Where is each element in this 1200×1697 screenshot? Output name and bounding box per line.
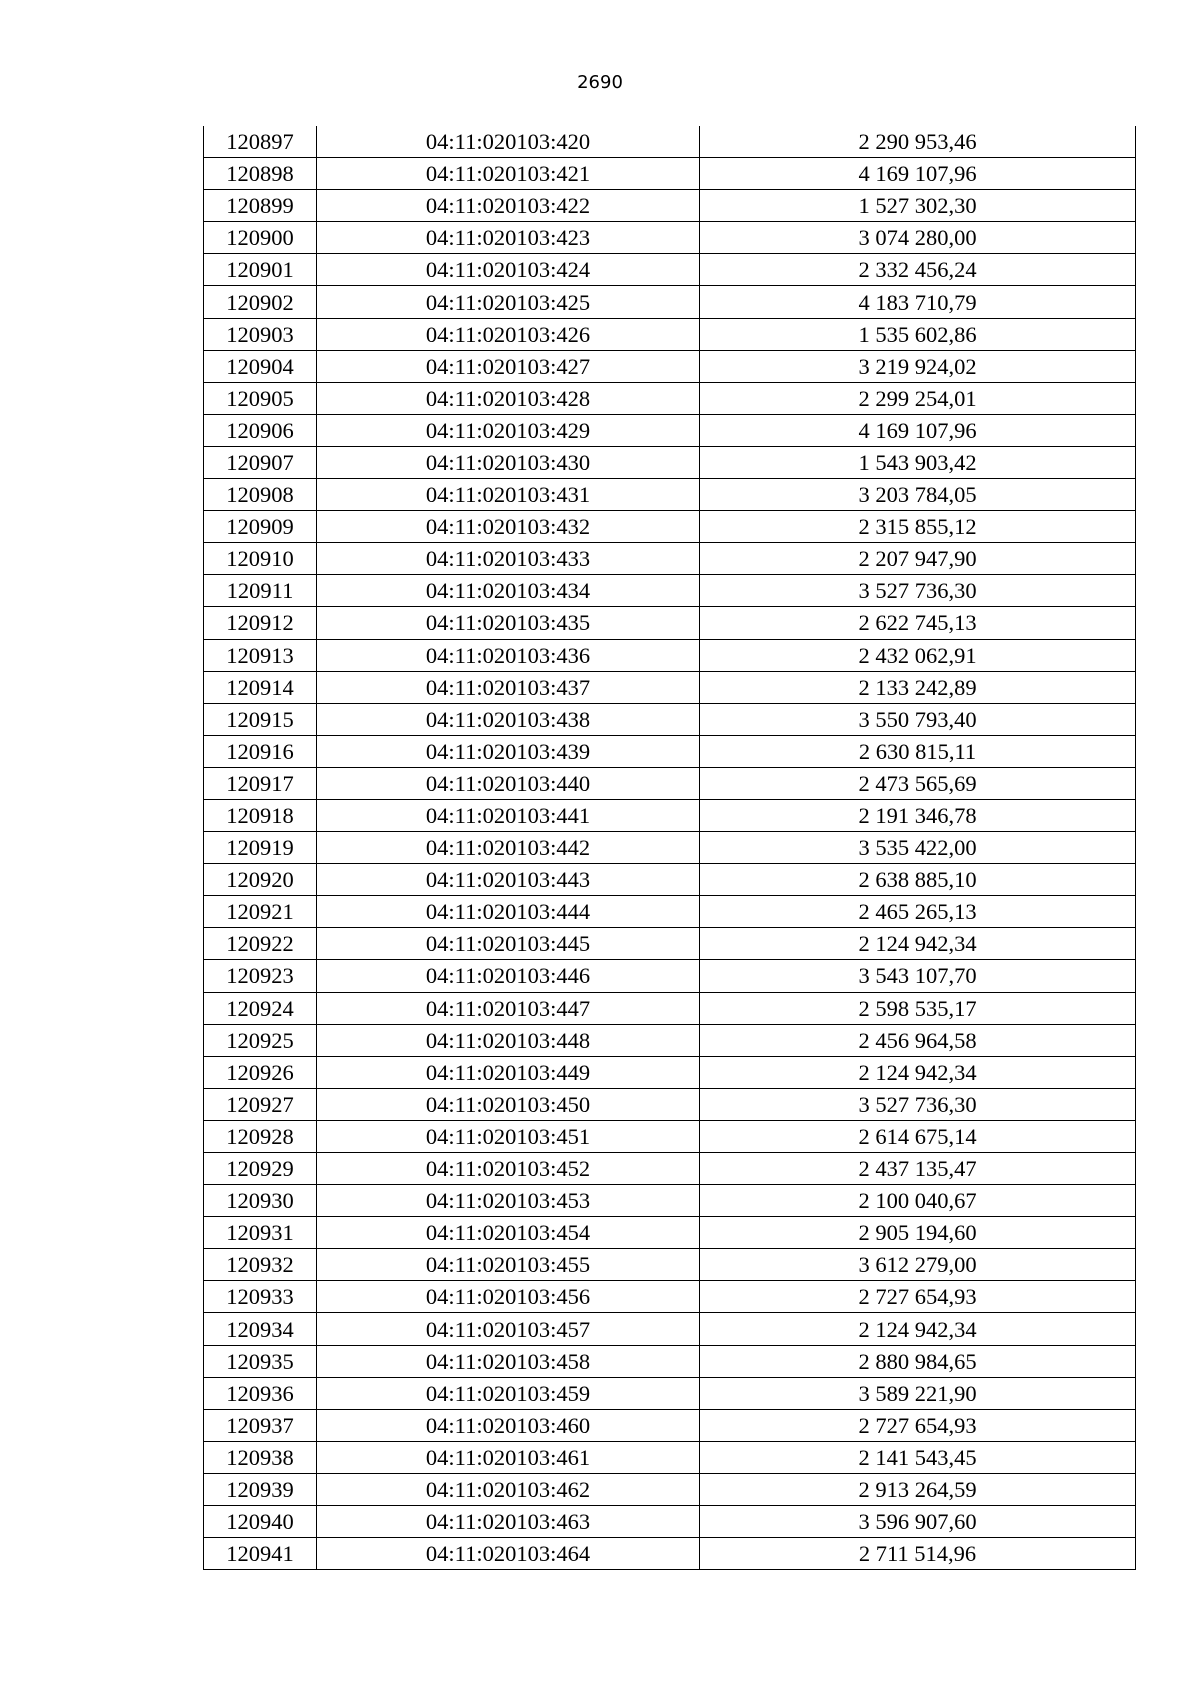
table-row xyxy=(204,832,1136,864)
cadastral-value-cell: 2 141 543,45 xyxy=(700,1441,1136,1473)
cadastral-number-cell: 04:11:020103:441 xyxy=(317,799,700,831)
cadastral-number-cell: 04:11:020103:425 xyxy=(317,286,700,318)
cadastral-number-cell: 04:11:020103:431 xyxy=(317,479,700,511)
row-number-cell: 120903 xyxy=(204,318,317,350)
table-row xyxy=(204,896,1136,928)
cadastral-number-cell: 04:11:020103:448 xyxy=(317,1024,700,1056)
cadastral-value-cell: 2 638 885,10 xyxy=(700,864,1136,896)
row-number-cell: 120897 xyxy=(204,126,317,158)
table-row xyxy=(204,799,1136,831)
row-number-cell: 120939 xyxy=(204,1473,317,1505)
row-number-cell: 120915 xyxy=(204,703,317,735)
cadastral-number-cell: 04:11:020103:460 xyxy=(317,1409,700,1441)
row-number-cell: 120920 xyxy=(204,864,317,896)
table-row xyxy=(204,543,1136,575)
row-number-cell: 120917 xyxy=(204,767,317,799)
cadastral-value-cell: 3 074 280,00 xyxy=(700,222,1136,254)
cadastral-value-cell: 4 169 107,96 xyxy=(700,414,1136,446)
cadastral-value-cell: 2 124 942,34 xyxy=(700,928,1136,960)
cadastral-value-cell: 2 905 194,60 xyxy=(700,1217,1136,1249)
table-row xyxy=(204,1217,1136,1249)
cadastral-value-cell: 2 727 654,93 xyxy=(700,1409,1136,1441)
cadastral-number-cell: 04:11:020103:439 xyxy=(317,735,700,767)
table-row xyxy=(204,1249,1136,1281)
row-number-cell: 120936 xyxy=(204,1377,317,1409)
cadastral-value-cell: 3 596 907,60 xyxy=(700,1506,1136,1538)
cadastral-number-cell: 04:11:020103:464 xyxy=(317,1538,700,1570)
cadastral-number-cell: 04:11:020103:437 xyxy=(317,671,700,703)
cadastral-number-cell: 04:11:020103:436 xyxy=(317,639,700,671)
cadastral-value-cell: 2 913 264,59 xyxy=(700,1473,1136,1505)
table-row xyxy=(204,382,1136,414)
cadastral-value-cell: 2 299 254,01 xyxy=(700,382,1136,414)
row-number-cell: 120930 xyxy=(204,1185,317,1217)
cadastral-number-cell: 04:11:020103:427 xyxy=(317,350,700,382)
cadastral-number-cell: 04:11:020103:463 xyxy=(317,1506,700,1538)
table-row xyxy=(204,1538,1136,1570)
cadastral-value-cell: 3 219 924,02 xyxy=(700,350,1136,382)
cadastral-number-cell: 04:11:020103:428 xyxy=(317,382,700,414)
table-row xyxy=(204,414,1136,446)
table-row xyxy=(204,1409,1136,1441)
cadastral-number-cell: 04:11:020103:459 xyxy=(317,1377,700,1409)
cadastral-value-cell: 3 543 107,70 xyxy=(700,960,1136,992)
cadastral-value-cell: 3 527 736,30 xyxy=(700,1088,1136,1120)
cadastral-number-cell: 04:11:020103:455 xyxy=(317,1249,700,1281)
table-row xyxy=(204,864,1136,896)
row-number-cell: 120926 xyxy=(204,1056,317,1088)
cadastral-value-cell: 3 612 279,00 xyxy=(700,1249,1136,1281)
cadastral-number-cell: 04:11:020103:435 xyxy=(317,607,700,639)
table-row xyxy=(204,1120,1136,1152)
table-row xyxy=(204,928,1136,960)
table-row xyxy=(204,286,1136,318)
row-number-cell: 120899 xyxy=(204,190,317,222)
cadastral-number-cell: 04:11:020103:462 xyxy=(317,1473,700,1505)
row-number-cell: 120929 xyxy=(204,1153,317,1185)
cadastral-number-cell: 04:11:020103:457 xyxy=(317,1313,700,1345)
table-row xyxy=(204,318,1136,350)
cadastral-value-cell: 2 598 535,17 xyxy=(700,992,1136,1024)
table-row xyxy=(204,1473,1136,1505)
row-number-cell: 120928 xyxy=(204,1120,317,1152)
row-number-cell: 120934 xyxy=(204,1313,317,1345)
row-number-cell: 120904 xyxy=(204,350,317,382)
cadastral-value-cell: 1 543 903,42 xyxy=(700,446,1136,478)
table-row xyxy=(204,992,1136,1024)
table-row xyxy=(204,446,1136,478)
row-number-cell: 120909 xyxy=(204,511,317,543)
row-number-cell: 120905 xyxy=(204,382,317,414)
cadastral-value-cell: 3 589 221,90 xyxy=(700,1377,1136,1409)
row-number-cell: 120919 xyxy=(204,832,317,864)
cadastral-number-cell: 04:11:020103:430 xyxy=(317,446,700,478)
cadastral-number-cell: 04:11:020103:422 xyxy=(317,190,700,222)
cadastral-value-cell: 4 169 107,96 xyxy=(700,158,1136,190)
cadastral-value-cell: 2 473 565,69 xyxy=(700,767,1136,799)
cadastral-value-cell: 3 527 736,30 xyxy=(700,575,1136,607)
cadastral-value-cell: 3 203 784,05 xyxy=(700,479,1136,511)
row-number-cell: 120914 xyxy=(204,671,317,703)
cadastral-value-cell: 2 465 265,13 xyxy=(700,896,1136,928)
cadastral-value-table xyxy=(203,126,1136,1570)
row-number-cell: 120908 xyxy=(204,479,317,511)
table-row xyxy=(204,575,1136,607)
table-body xyxy=(204,126,1136,1570)
cadastral-number-cell: 04:11:020103:446 xyxy=(317,960,700,992)
row-number-cell: 120918 xyxy=(204,799,317,831)
row-number-cell: 120911 xyxy=(204,575,317,607)
cadastral-number-cell: 04:11:020103:434 xyxy=(317,575,700,607)
row-number-cell: 120898 xyxy=(204,158,317,190)
row-number-cell: 120937 xyxy=(204,1409,317,1441)
cadastral-number-cell: 04:11:020103:440 xyxy=(317,767,700,799)
cadastral-number-cell: 04:11:020103:451 xyxy=(317,1120,700,1152)
table-row xyxy=(204,703,1136,735)
table-row xyxy=(204,1153,1136,1185)
table-row xyxy=(204,222,1136,254)
cadastral-number-cell: 04:11:020103:421 xyxy=(317,158,700,190)
row-number-cell: 120935 xyxy=(204,1345,317,1377)
table-row xyxy=(204,735,1136,767)
cadastral-number-cell: 04:11:020103:456 xyxy=(317,1281,700,1313)
cadastral-number-cell: 04:11:020103:450 xyxy=(317,1088,700,1120)
cadastral-value-cell: 2 437 135,47 xyxy=(700,1153,1136,1185)
cadastral-number-cell: 04:11:020103:433 xyxy=(317,543,700,575)
table-row xyxy=(204,190,1136,222)
table-row xyxy=(204,671,1136,703)
table-row xyxy=(204,1056,1136,1088)
cadastral-value-cell: 2 207 947,90 xyxy=(700,543,1136,575)
cadastral-number-cell: 04:11:020103:432 xyxy=(317,511,700,543)
cadastral-number-cell: 04:11:020103:447 xyxy=(317,992,700,1024)
table-row xyxy=(204,1377,1136,1409)
cadastral-value-cell: 2 614 675,14 xyxy=(700,1120,1136,1152)
cadastral-value-cell: 2 622 745,13 xyxy=(700,607,1136,639)
row-number-cell: 120910 xyxy=(204,543,317,575)
cadastral-value-cell: 1 535 602,86 xyxy=(700,318,1136,350)
cadastral-number-cell: 04:11:020103:458 xyxy=(317,1345,700,1377)
row-number-cell: 120906 xyxy=(204,414,317,446)
table-row xyxy=(204,1185,1136,1217)
row-number-cell: 120938 xyxy=(204,1441,317,1473)
cadastral-value-cell: 2 332 456,24 xyxy=(700,254,1136,286)
table-row xyxy=(204,350,1136,382)
cadastral-number-cell: 04:11:020103:445 xyxy=(317,928,700,960)
row-number-cell: 120941 xyxy=(204,1538,317,1570)
row-number-cell: 120933 xyxy=(204,1281,317,1313)
cadastral-value-cell: 2 880 984,65 xyxy=(700,1345,1136,1377)
table-row xyxy=(204,254,1136,286)
cadastral-number-cell: 04:11:020103:449 xyxy=(317,1056,700,1088)
cadastral-number-cell: 04:11:020103:453 xyxy=(317,1185,700,1217)
table-row xyxy=(204,960,1136,992)
cadastral-value-cell: 2 290 953,46 xyxy=(700,126,1136,158)
cadastral-value-cell: 2 100 040,67 xyxy=(700,1185,1136,1217)
cadastral-value-cell: 2 133 242,89 xyxy=(700,671,1136,703)
cadastral-number-cell: 04:11:020103:442 xyxy=(317,832,700,864)
table-row xyxy=(204,1345,1136,1377)
table-row xyxy=(204,639,1136,671)
row-number-cell: 120932 xyxy=(204,1249,317,1281)
cadastral-value-cell: 1 527 302,30 xyxy=(700,190,1136,222)
cadastral-number-cell: 04:11:020103:429 xyxy=(317,414,700,446)
cadastral-value-cell: 2 711 514,96 xyxy=(700,1538,1136,1570)
table-row xyxy=(204,479,1136,511)
row-number-cell: 120924 xyxy=(204,992,317,1024)
cadastral-number-cell: 04:11:020103:438 xyxy=(317,703,700,735)
cadastral-number-cell: 04:11:020103:444 xyxy=(317,896,700,928)
cadastral-number-cell: 04:11:020103:424 xyxy=(317,254,700,286)
cadastral-value-cell: 2 456 964,58 xyxy=(700,1024,1136,1056)
table-row xyxy=(204,1441,1136,1473)
row-number-cell: 120902 xyxy=(204,286,317,318)
row-number-cell: 120912 xyxy=(204,607,317,639)
cadastral-value-cell: 2 630 815,11 xyxy=(700,735,1136,767)
row-number-cell: 120901 xyxy=(204,254,317,286)
row-number-cell: 120927 xyxy=(204,1088,317,1120)
page-number: 2690 xyxy=(577,72,623,93)
cadastral-number-cell: 04:11:020103:461 xyxy=(317,1441,700,1473)
row-number-cell: 120921 xyxy=(204,896,317,928)
row-number-cell: 120925 xyxy=(204,1024,317,1056)
cadastral-value-cell: 2 191 346,78 xyxy=(700,799,1136,831)
cadastral-value-cell: 2 124 942,34 xyxy=(700,1056,1136,1088)
cadastral-number-cell: 04:11:020103:423 xyxy=(317,222,700,254)
cadastral-number-cell: 04:11:020103:452 xyxy=(317,1153,700,1185)
table-row xyxy=(204,126,1136,158)
cadastral-value-cell: 2 432 062,91 xyxy=(700,639,1136,671)
cadastral-number-cell: 04:11:020103:426 xyxy=(317,318,700,350)
table-row xyxy=(204,158,1136,190)
table-row xyxy=(204,1024,1136,1056)
row-number-cell: 120923 xyxy=(204,960,317,992)
row-number-cell: 120900 xyxy=(204,222,317,254)
row-number-cell: 120907 xyxy=(204,446,317,478)
table-row xyxy=(204,767,1136,799)
cadastral-value-cell: 3 550 793,40 xyxy=(700,703,1136,735)
cadastral-number-cell: 04:11:020103:443 xyxy=(317,864,700,896)
table-row xyxy=(204,1088,1136,1120)
row-number-cell: 120931 xyxy=(204,1217,317,1249)
row-number-cell: 120913 xyxy=(204,639,317,671)
cadastral-value-cell: 2 727 654,93 xyxy=(700,1281,1136,1313)
table-row xyxy=(204,1313,1136,1345)
cadastral-value-cell: 2 124 942,34 xyxy=(700,1313,1136,1345)
table-row xyxy=(204,607,1136,639)
row-number-cell: 120922 xyxy=(204,928,317,960)
table-row xyxy=(204,1506,1136,1538)
table-row xyxy=(204,511,1136,543)
cadastral-value-cell: 2 315 855,12 xyxy=(700,511,1136,543)
row-number-cell: 120940 xyxy=(204,1506,317,1538)
cadastral-number-cell: 04:11:020103:420 xyxy=(317,126,700,158)
table-row xyxy=(204,1281,1136,1313)
cadastral-value-cell: 3 535 422,00 xyxy=(700,832,1136,864)
cadastral-value-cell: 4 183 710,79 xyxy=(700,286,1136,318)
cadastral-number-cell: 04:11:020103:454 xyxy=(317,1217,700,1249)
row-number-cell: 120916 xyxy=(204,735,317,767)
